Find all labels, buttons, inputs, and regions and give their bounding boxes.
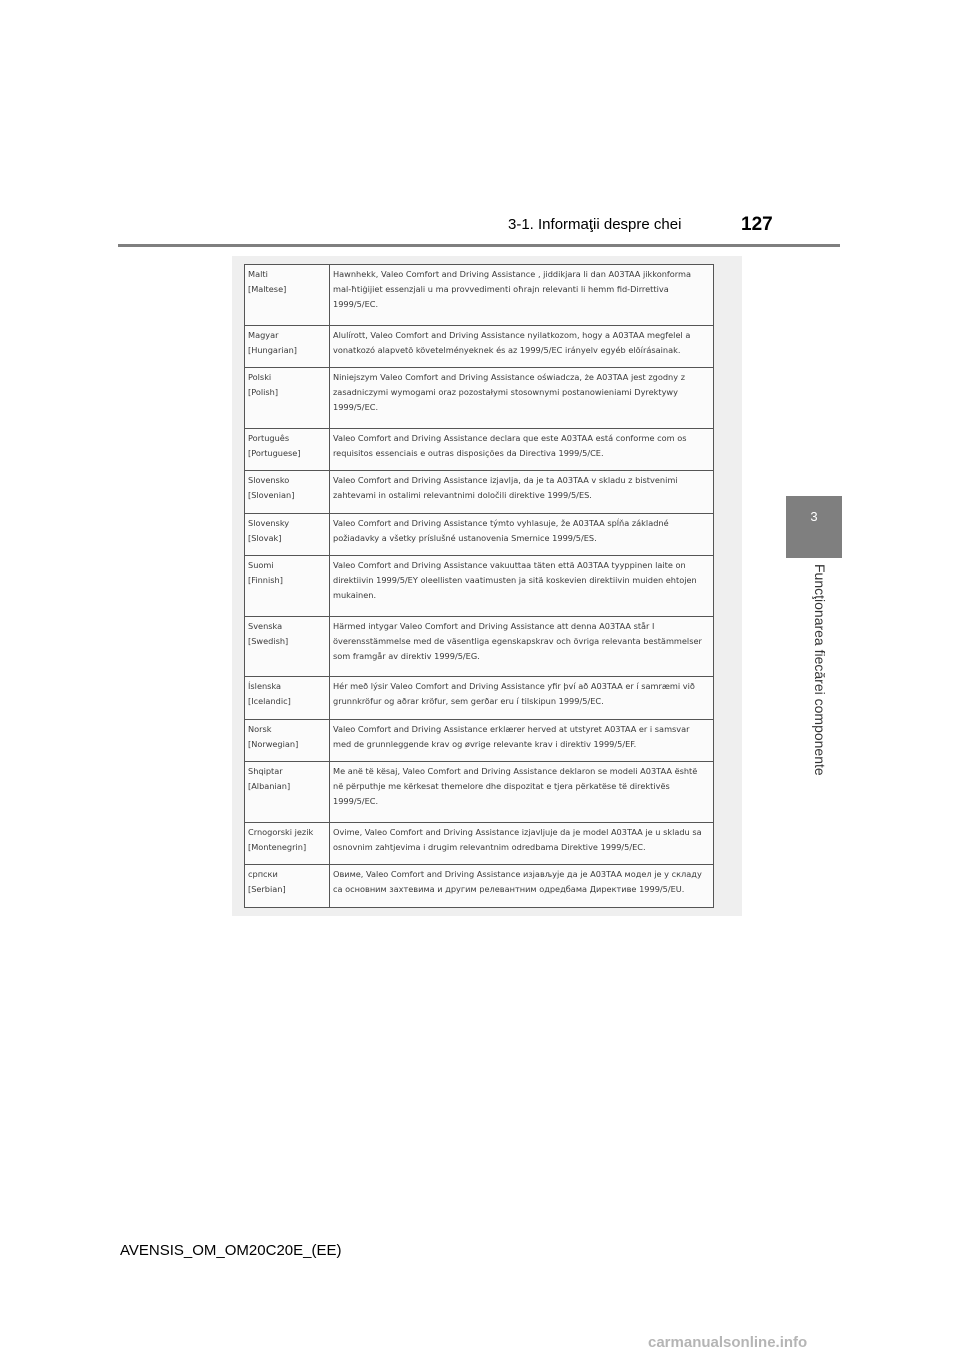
table-row [245, 719, 714, 761]
language-native-name: Shqiptar [248, 766, 283, 777]
chapter-number: 3 [810, 509, 818, 524]
language-english-name: [Hungarian] [248, 344, 297, 355]
language-english-name: [Maltese] [248, 284, 287, 294]
page-number: 127 [741, 214, 773, 235]
table-row [245, 823, 714, 865]
table-row [245, 428, 714, 470]
declaration-text: Ovime, Valeo Comfort and Driving Assistance izjavljuje da je model A03TAA je u skladu sa osnovnim zahtjevima i drugim relevantnim odredbama Direktive 1999/5/EC. [330, 823, 714, 865]
language-cell [245, 719, 330, 761]
declaration-text: Valeo Comfort and Driving Assistance izjavlja, da je ta A03TAA v skladu z bistvenimi zahtevami in ostalimi relevantnimi določili direktive 1999/5/ES. [330, 471, 714, 513]
language-native-name: српски [248, 869, 278, 880]
declaration-text: Valeo Comfort and Driving Assistance týmto vyhlasuje, že A03TAA spĺňa základné požiadavky a všetky príslušné ustanovenia Smernice 1999/5/ES. [330, 513, 714, 555]
language-english-name: [Portuguese] [248, 447, 301, 458]
language-native-name: Polski [248, 372, 272, 383]
language-native-name: Suomi [248, 560, 274, 571]
table-row [245, 368, 714, 429]
table-body [245, 265, 714, 908]
declaration-text: Me anë të kësaj, Valeo Comfort and Driving Assistance deklaron se modeli A03TAA është në përputhje me kërkesat themelore dhe dispozitat e tjera përkatëse të direktivës 1999/5/EC. [330, 762, 714, 823]
language-english-name: [Finnish] [248, 575, 283, 586]
language-english-name: [Albanian] [248, 781, 291, 792]
language-english-name: [Swedish] [248, 635, 289, 646]
language-cell [245, 677, 330, 719]
declaration-text: Hér með lýsir Valeo Comfort and Driving Assistance yfir því að A03TAA er í samræmi við grunnkröfur og aðrar kröfur, sem gerðar eru í tilskipun 1999/5/EC. [330, 677, 714, 719]
header-divider [118, 244, 840, 247]
declaration-text: Hawnhekk, Valeo Comfort and Driving Assistance , jiddikjara li dan A03TAA jikkonforma mal-ħtiġijiet essenzjali u ma provvedimenti oħrajn relevanti li hemm fid-Dirrettiva 1999/5/EC. [330, 265, 714, 326]
declaration-text: Niniejszym Valeo Comfort and Driving Assistance oświadcza, że A03TAA jest zgodny z zasadniczymi wymogami oraz pozostałymi stosownymi postanowieniami Dyrektywy 1999/5/EC. [330, 368, 714, 429]
language-cell [245, 428, 330, 470]
language-native-name: Português [248, 432, 290, 443]
section-title: 3-1. Informaţii despre chei [508, 216, 682, 233]
language-native-name: Magyar [248, 329, 279, 340]
language-native-name: Slovensky [248, 517, 290, 528]
language-native-name: Íslenska [248, 681, 282, 692]
language-cell [245, 865, 330, 908]
table-row [245, 325, 714, 367]
document-code: AVENSIS_OM_OM20C20E_(EE) [120, 1242, 342, 1259]
language-native-name: Svenska [248, 620, 283, 631]
table-row [245, 471, 714, 513]
language-english-name: [Serbian] [248, 884, 286, 895]
table-row [245, 556, 714, 617]
language-native-name: Crnogorski jezik [248, 827, 314, 837]
conformity-declaration-table [244, 264, 714, 908]
language-cell [245, 823, 330, 865]
language-native-name: Slovensko [248, 475, 290, 486]
declaration-text: Valeo Comfort and Driving Assistance erklærer herved at utstyret A03TAA er i samsvar med de grunnleggende krav og øvrige relevante krav i direktiv 1999/5/EF. [330, 719, 714, 761]
chapter-tab [786, 496, 842, 558]
declaration-text: Овиме, Valeo Comfort and Driving Assistance изјављује да је A03TAA модел је у складу са основним захтевима и другим релевантним одредбама Директиве 1999/5/EU. [330, 865, 714, 908]
language-cell [245, 513, 330, 555]
language-native-name: Norsk [248, 723, 272, 734]
language-cell [245, 616, 330, 677]
language-cell [245, 265, 330, 326]
language-cell [245, 762, 330, 823]
language-english-name: [Slovenian] [248, 490, 295, 501]
table-row [245, 677, 714, 719]
table-row [245, 865, 714, 908]
language-english-name: [Polish] [248, 387, 279, 398]
declaration-text: Valeo Comfort and Driving Assistance vakuuttaa täten että A03TAA tyyppinen laite on direktiivin 1999/5/EY oleellisten vaatimusten ja sitä koskevien direktiivin muiden ehtojen mukainen. [330, 556, 714, 617]
table-row [245, 762, 714, 823]
language-english-name: [Norwegian] [248, 738, 299, 749]
watermark: carmanualsonline.info [648, 1334, 808, 1351]
language-english-name: [Slovak] [248, 532, 282, 543]
language-cell [245, 556, 330, 617]
declaration-text: Valeo Comfort and Driving Assistance declara que este A03TAA está conforme com os requisitos essenciais e outras disposições da Directiva 1999/5/CE. [330, 428, 714, 470]
language-cell [245, 471, 330, 513]
declaration-text: Härmed intygar Valeo Comfort and Driving Assistance att denna A03TAA står I överensstämmelse med de väsentliga egenskapskrav och övriga relevanta bestämmelser som framgår av direktiv 1999/5/EG. [330, 616, 714, 677]
chapter-label: Funcţionarea fiecărei componente [812, 564, 828, 776]
table-row [245, 513, 714, 555]
language-cell [245, 325, 330, 367]
declaration-text: Alulírott, Valeo Comfort and Driving Assistance nyilatkozom, hogy a A03TAA megfelel a vonatkozó alapvetõ követelményeknek és az 1999/5/EC irányelv egyéb elõírásainak. [330, 325, 714, 367]
language-native-name: Malti [248, 269, 268, 279]
table-row [245, 616, 714, 677]
language-english-name: [Montenegrin] [248, 842, 307, 852]
table-row [245, 265, 714, 326]
language-cell [245, 368, 330, 429]
language-english-name: [Icelandic] [248, 696, 291, 707]
